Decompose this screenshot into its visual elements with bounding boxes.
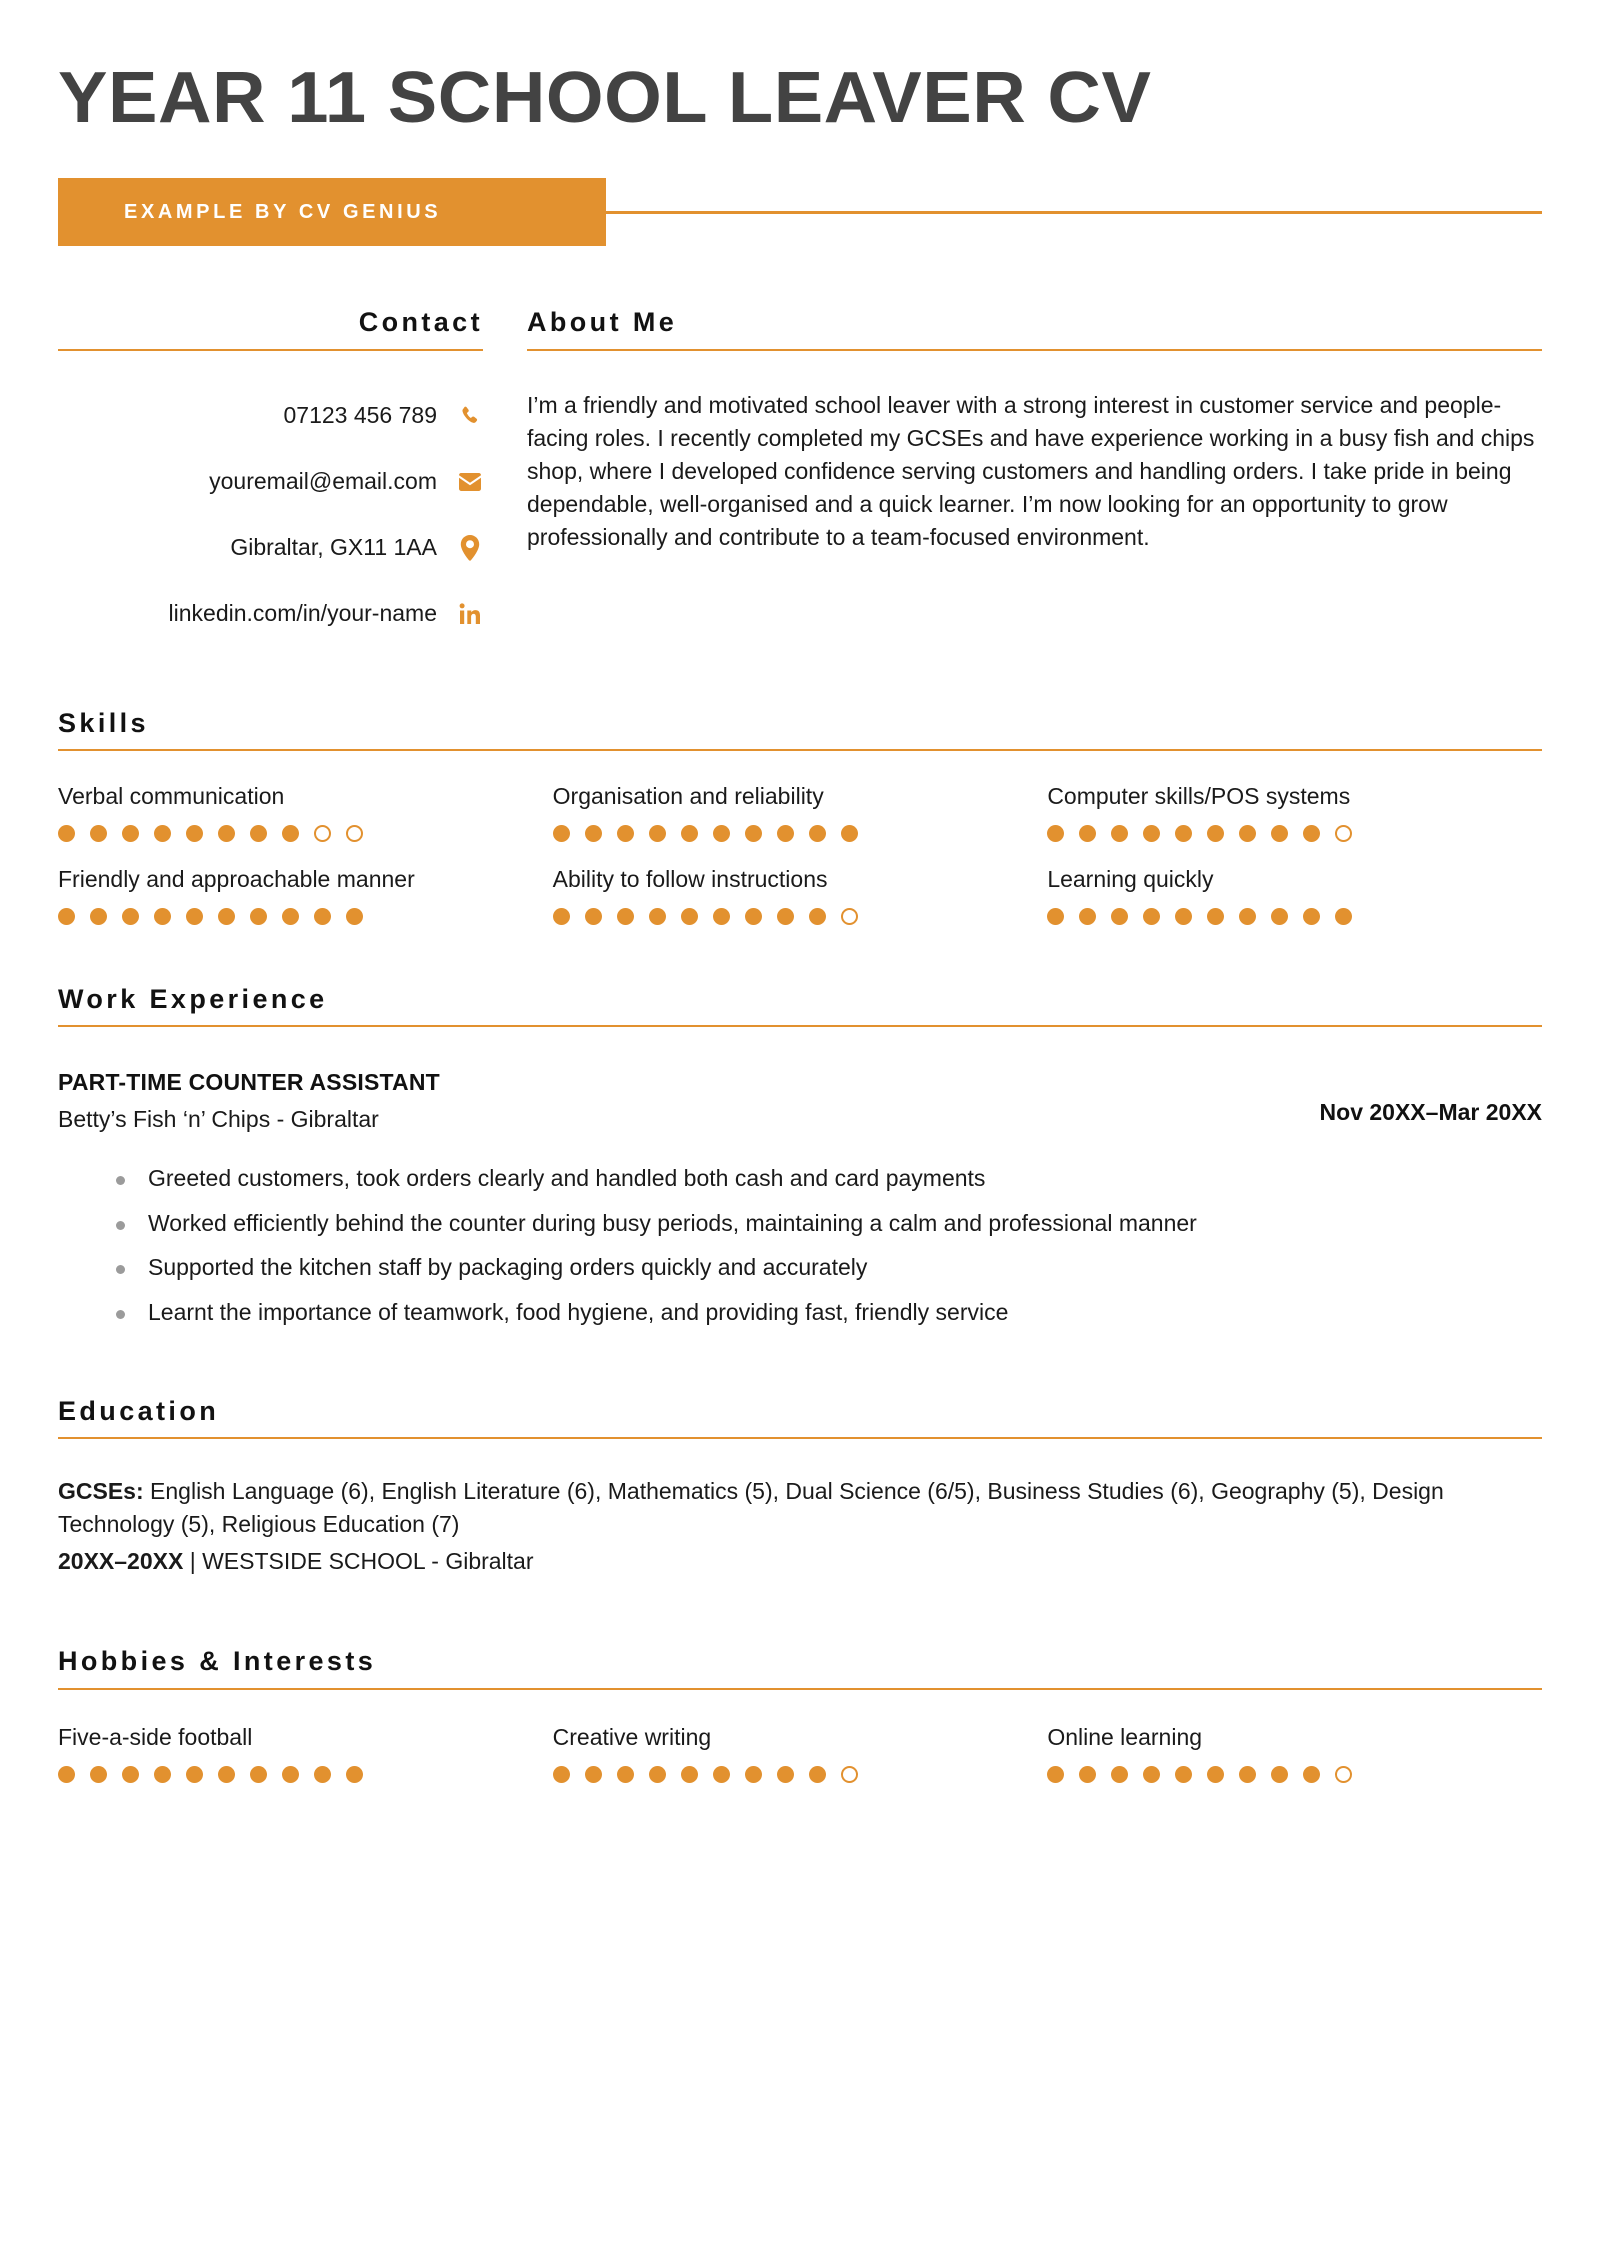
contact-location-text: Gibraltar, GX11 1AA [230, 533, 437, 560]
rating-dot [1111, 1766, 1128, 1783]
rating-dot [250, 908, 267, 925]
job-title: PART-TIME COUNTER ASSISTANT [58, 1069, 440, 1096]
skills-divider [58, 749, 1542, 751]
rating-dot [809, 1766, 826, 1783]
skill-label: Friendly and approachable manner [58, 865, 415, 892]
skill-item [58, 866, 553, 925]
education-qualification-text: English Language (6), English Literature (6), Mathematics (5), Dual Science (6/5), Business Studies (6), Geography (5), Design Technology (5), Religious Education (7) [58, 1478, 1444, 1537]
rating-dot [282, 825, 299, 842]
education-school-line [58, 1545, 1542, 1578]
rating-dot [553, 908, 570, 925]
rating-dot [1303, 1766, 1320, 1783]
rating-dot [841, 1766, 858, 1783]
job-title-block [58, 1069, 1320, 1133]
rating-dot [1175, 1766, 1192, 1783]
about-divider [527, 349, 1542, 351]
contact-item-linkedin[interactable] [58, 581, 483, 647]
rating-dot [58, 825, 75, 842]
rating-dot [250, 825, 267, 842]
rating-dot [649, 1766, 666, 1783]
work-divider [58, 1025, 1542, 1027]
hobby-label: Five-a-side football [58, 1723, 253, 1750]
hobby-item [58, 1724, 553, 1783]
rating-dot [553, 1766, 570, 1783]
rating-dot [1335, 825, 1352, 842]
phone-icon [457, 403, 483, 429]
rating-dot [1047, 825, 1064, 842]
contact-linkedin-text: linkedin.com/in/your-name [168, 599, 437, 626]
about-section [505, 308, 1542, 647]
hobbies-divider [58, 1688, 1542, 1690]
rating-dot [154, 1766, 171, 1783]
skill-label: Computer skills/POS systems [1047, 783, 1351, 810]
rating-dot [186, 908, 203, 925]
rating-dot [809, 908, 826, 925]
education-heading: Education [58, 1395, 220, 1426]
hobby-item [553, 1724, 1048, 1783]
education-section [58, 1397, 1542, 1578]
hobby-rating [58, 1766, 523, 1783]
contact-heading: Contact [358, 307, 483, 337]
rating-dot [1143, 825, 1160, 842]
contact-about-row [58, 308, 1542, 647]
rating-dot [1271, 1766, 1288, 1783]
hobbies-heading: Hobbies & Interests [58, 1646, 377, 1677]
hobbies-grid [58, 1724, 1542, 1783]
skill-item [1047, 783, 1542, 842]
skills-heading: Skills [58, 707, 149, 738]
rating-dot [1207, 908, 1224, 925]
rating-dot [745, 1766, 762, 1783]
rating-dot [713, 825, 730, 842]
header-divider [606, 211, 1542, 214]
location-pin-icon [457, 535, 483, 561]
job-dates: Nov 20XX–Mar 20XX [1319, 1099, 1542, 1126]
rating-dot [1207, 1766, 1224, 1783]
rating-dot [681, 825, 698, 842]
skill-item [1047, 866, 1542, 925]
skill-rating [58, 825, 523, 842]
contact-email-text: youremail@email.com [209, 467, 437, 494]
contact-item-email[interactable] [58, 449, 483, 515]
rating-dot [777, 908, 794, 925]
contact-item-location[interactable] [58, 515, 483, 581]
skills-section [58, 709, 1542, 949]
rating-dot [218, 1766, 235, 1783]
about-text: I’m a friendly and motivated school leaver with a strong interest in customer service and people-facing roles. I recently completed my GCSEs and have experience working in a busy fish and chips shop, where I developed confidence serving customers and handling orders. I take pride in being dependable, well-organised and a quick learner. I’m now looking for an opportunity to grow professionally and contribute to a team-focused environment. [527, 391, 1535, 551]
contact-item-phone[interactable] [58, 383, 483, 449]
about-heading: About Me [527, 307, 678, 337]
skill-label: Learning quickly [1047, 865, 1214, 892]
hobby-label: Creative writing [552, 1723, 712, 1750]
rating-dot [585, 825, 602, 842]
example-badge: EXAMPLE BY CV GENIUS [58, 178, 606, 246]
rating-dot [1111, 908, 1128, 925]
rating-dot [346, 1766, 363, 1783]
rating-dot [1271, 825, 1288, 842]
page-title: YEAR 11 SCHOOL LEAVER CV [58, 58, 1152, 138]
contact-divider [58, 349, 483, 351]
hobby-rating [1047, 1766, 1512, 1783]
rating-dot [745, 825, 762, 842]
contact-list [58, 383, 483, 647]
skills-grid [58, 783, 1542, 948]
rating-dot [617, 1766, 634, 1783]
hobby-rating [553, 1766, 1018, 1783]
rating-dot [1271, 908, 1288, 925]
job-bullet-list [58, 1165, 1542, 1326]
skill-label: Organisation and reliability [552, 783, 824, 810]
rating-dot [186, 825, 203, 842]
rating-dot [1079, 825, 1096, 842]
skill-rating [1047, 908, 1512, 925]
contact-section [58, 308, 505, 647]
rating-dot [681, 1766, 698, 1783]
rating-dot [122, 825, 139, 842]
rating-dot [314, 908, 331, 925]
rating-dot [314, 1766, 331, 1783]
skill-rating [1047, 825, 1512, 842]
rating-dot [745, 908, 762, 925]
rating-dot [809, 825, 826, 842]
skill-item [553, 866, 1048, 925]
rating-dot [585, 908, 602, 925]
job-organisation: Betty’s Fish ‘n’ Chips - Gibraltar [58, 1106, 379, 1133]
education-body [58, 1475, 1542, 1577]
rating-dot [90, 1766, 107, 1783]
education-divider [58, 1437, 1542, 1439]
education-school-name: | WESTSIDE SCHOOL - Gibraltar [183, 1547, 534, 1574]
skill-rating [553, 908, 1018, 925]
rating-dot [122, 1766, 139, 1783]
rating-dot [649, 825, 666, 842]
rating-dot [713, 1766, 730, 1783]
skill-item [58, 783, 553, 842]
hobby-label: Online learning [1047, 1723, 1203, 1750]
job-bullet: Worked efficiently behind the counter during busy periods, maintaining a calm and professional manner [58, 1210, 1542, 1238]
rating-dot [1143, 908, 1160, 925]
job-entry [58, 1069, 1542, 1326]
job-bullet: Supported the kitchen staff by packaging orders quickly and accurately [58, 1254, 1542, 1282]
jobs-container [58, 1069, 1542, 1326]
education-years: 20XX–20XX [58, 1547, 184, 1574]
rating-dot [1175, 908, 1192, 925]
rating-dot [122, 908, 139, 925]
rating-dot [713, 908, 730, 925]
rating-dot [1047, 908, 1064, 925]
rating-dot [58, 908, 75, 925]
education-qualification-label: GCSEs: [58, 1478, 144, 1505]
rating-dot [346, 825, 363, 842]
rating-dot [346, 908, 363, 925]
rating-dot [681, 908, 698, 925]
skill-rating [58, 908, 523, 925]
job-bullet: Greeted customers, took orders clearly and handled both cash and card payments [58, 1165, 1542, 1193]
rating-dot [90, 825, 107, 842]
rating-dot [617, 908, 634, 925]
hobbies-section [58, 1647, 1542, 1782]
hobby-item [1047, 1724, 1542, 1783]
rating-dot [1175, 825, 1192, 842]
linkedin-icon [457, 601, 483, 627]
rating-dot [841, 825, 858, 842]
rating-dot [777, 1766, 794, 1783]
subtitle-row [58, 178, 1542, 246]
rating-dot [841, 908, 858, 925]
rating-dot [154, 908, 171, 925]
rating-dot [1303, 908, 1320, 925]
rating-dot [553, 825, 570, 842]
envelope-icon [457, 469, 483, 495]
rating-dot [1143, 1766, 1160, 1783]
rating-dot [1335, 1766, 1352, 1783]
rating-dot [617, 825, 634, 842]
rating-dot [1239, 1766, 1256, 1783]
rating-dot [90, 908, 107, 925]
work-experience-section [58, 985, 1542, 1327]
job-bullet: Learnt the importance of teamwork, food hygiene, and providing fast, friendly service [58, 1299, 1542, 1327]
rating-dot [58, 1766, 75, 1783]
rating-dot [1239, 825, 1256, 842]
rating-dot [250, 1766, 267, 1783]
rating-dot [777, 825, 794, 842]
skill-rating [553, 825, 1018, 842]
rating-dot [1239, 908, 1256, 925]
rating-dot [154, 825, 171, 842]
job-header [58, 1069, 1542, 1133]
rating-dot [1079, 1766, 1096, 1783]
contact-phone-text: 07123 456 789 [283, 401, 437, 428]
rating-dot [1111, 825, 1128, 842]
rating-dot [186, 1766, 203, 1783]
rating-dot [1079, 908, 1096, 925]
rating-dot [649, 908, 666, 925]
work-heading: Work Experience [58, 983, 328, 1014]
rating-dot [1047, 1766, 1064, 1783]
rating-dot [282, 1766, 299, 1783]
skill-label: Ability to follow instructions [552, 865, 828, 892]
rating-dot [1303, 825, 1320, 842]
rating-dot [1335, 908, 1352, 925]
skill-label: Verbal communication [58, 783, 285, 810]
rating-dot [314, 825, 331, 842]
rating-dot [1207, 825, 1224, 842]
education-qualifications [58, 1475, 1542, 1540]
skill-item [553, 783, 1048, 842]
rating-dot [282, 908, 299, 925]
rating-dot [218, 908, 235, 925]
rating-dot [218, 825, 235, 842]
rating-dot [585, 1766, 602, 1783]
